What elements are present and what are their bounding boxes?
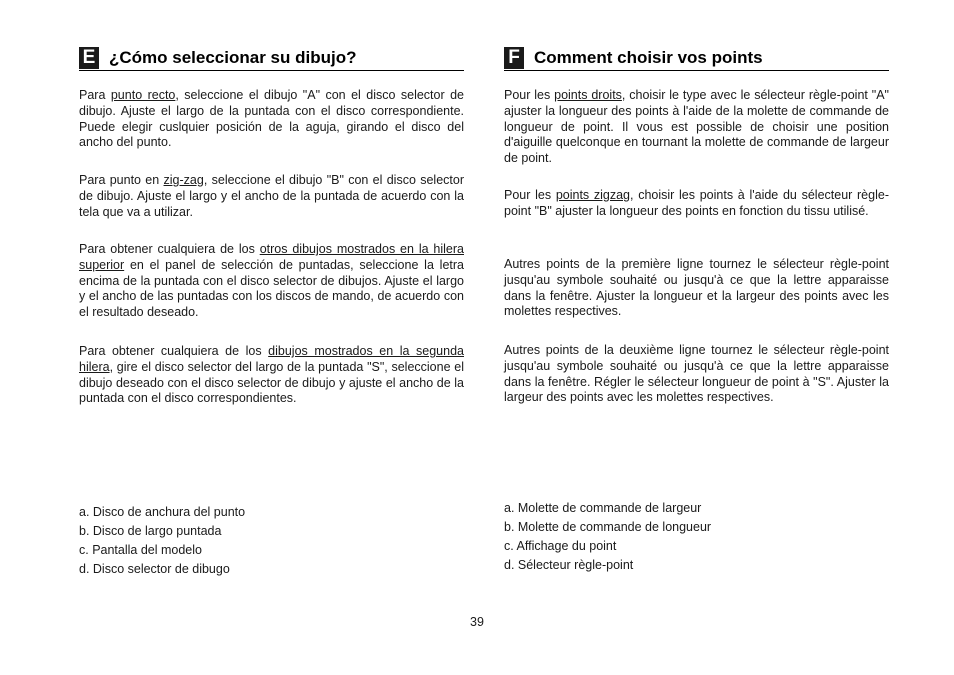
language-badge: F <box>504 47 524 69</box>
legend-item: a. Disco de anchura del punto <box>79 505 246 519</box>
legend-item: c. Affichage du point <box>504 539 617 553</box>
paragraph: Pour les points zigzag, choisir les points à l'aide du sélecteur règle-point "B" ajuster la longueur des points en fonction du tissu utilisé. <box>504 188 889 218</box>
parts-legend <box>504 499 889 575</box>
section-title: Comment choisir vos points <box>534 48 763 67</box>
section-heading <box>504 46 889 71</box>
paragraph: Para obtener cualquiera de los dibujos mostrados en la segunda hilera, gire el disco selector del largo de la puntada "S", seleccione el dibujo deseado con el disco selector de dibujo y ajuste el ancho de la puntada con el disco correspondientes. <box>79 344 464 406</box>
language-badge: E <box>79 47 99 69</box>
section-spanish <box>79 46 464 576</box>
legend-item: b. Disco de largo puntada <box>79 524 222 538</box>
legend-item: b. Molette de commande de longueur <box>504 520 712 534</box>
paragraph: Autres points de la première ligne tournez le sélecteur règle-point jusqu'au symbole souhaité ou jusqu'à ce que la lettre apparaisse dans la fenêtre. Ajuster la longueur et la largeur des points avec les molettes respectives. <box>504 257 889 319</box>
paragraph: Para obtener cualquiera de los otros dibujos mostrados en la hilera superior en el panel de selección de puntadas, seleccione la letra encima de la puntada con el disco selector de dibujos. Ajuste el largo y el ancho de las puntadas con los discos de mando, de acuerdo con el resultado deseado. <box>79 242 464 320</box>
section-heading <box>79 46 464 71</box>
parts-legend <box>79 503 464 579</box>
legend-item: a. Molette de commande de largeur <box>504 501 702 515</box>
section-title: ¿Cómo seleccionar su dibujo? <box>109 48 357 67</box>
paragraph: Autres points de la deuxième ligne tournez le sélecteur règle-point jusqu'au symbole souhaité ou jusqu'à ce que la lettre apparaisse dans la fenêtre. Régler le sélecteur longueur de point à "S". Ajuster la largeur des points avec les molettes respectives. <box>504 343 889 405</box>
section-french <box>504 46 889 572</box>
legend-item: d. Disco selector de dibugo <box>79 562 230 576</box>
legend-item: d. Sélecteur règle-point <box>504 558 634 572</box>
paragraph: Para punto en zig-zag, seleccione el dibujo "B" con el disco selector de dibujo. Ajuste el largo y el ancho de la puntada de acuerdo con la tela que va a utilizar. <box>79 173 464 219</box>
legend-item: c. Pantalla del modelo <box>79 543 202 557</box>
paragraph: Para punto recto, seleccione el dibujo "A" con el disco selector de dibujo. Ajuste el largo de la puntada con el disco correspondiente. Puede elegir cuslquier posición de la aguja, girando el disco del ancho del punto. <box>79 88 464 150</box>
page-number: 39 <box>470 615 484 629</box>
paragraph: Pour les points droits, choisir le type avec le sélecteur règle-point "A" ajuster la longueur des points à l'aide de la molette de commande de longueur de point. Il vous est possible de choisir une position d'aiguille quelconque en tournant la molette de commande de largeur de point. <box>504 88 889 166</box>
